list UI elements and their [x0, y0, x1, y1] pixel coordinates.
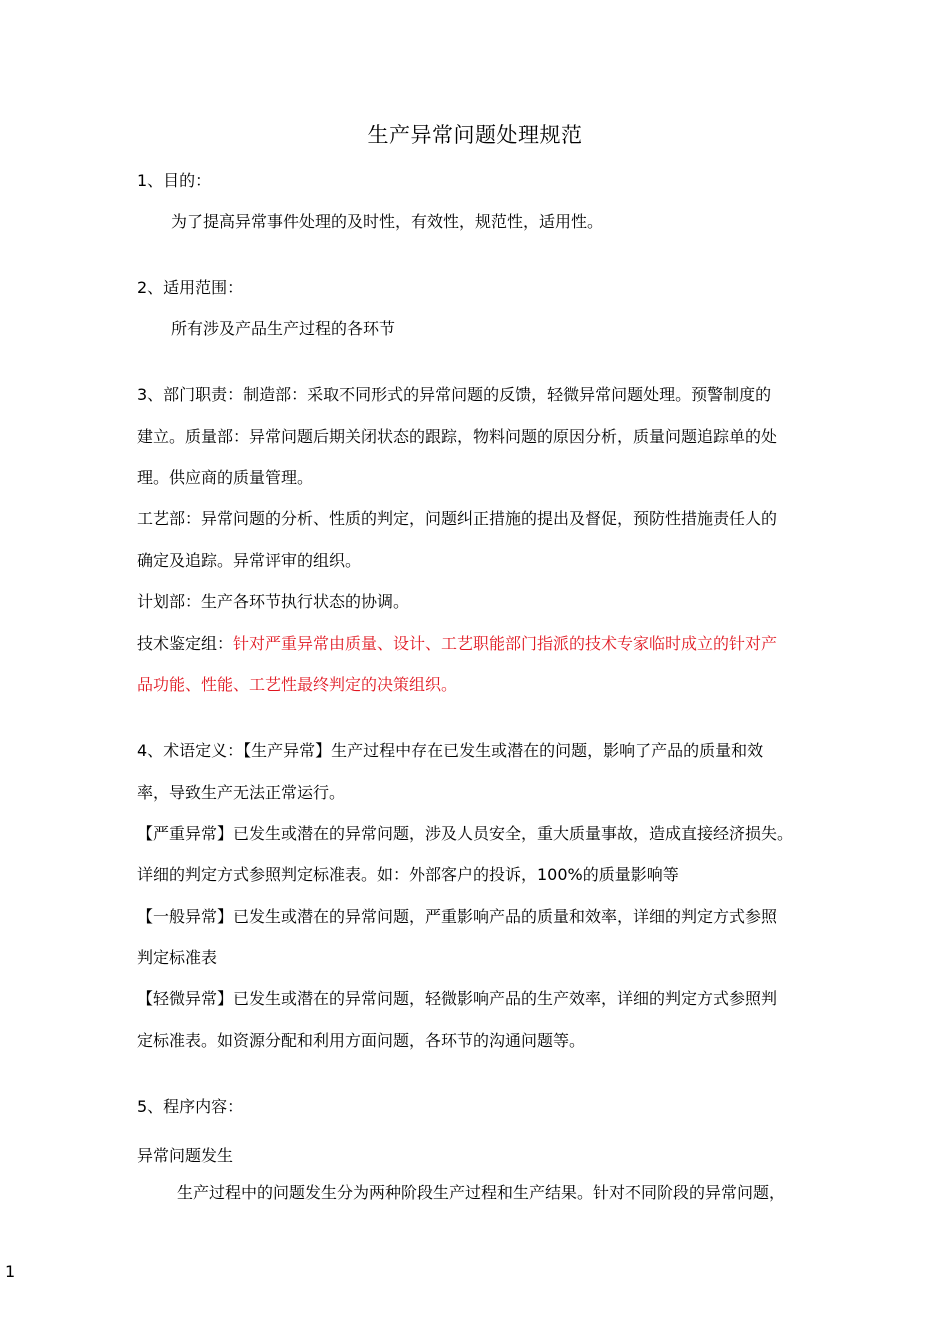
section-3-line-5: 确定及追踪。异常评审的组织。	[137, 551, 362, 570]
section-3-line-1: 3、部门职责：制造部：采取不同形式的异常问题的反馈，轻微异常问题处理。预警制度的	[137, 385, 772, 404]
page-number: 1	[5, 1262, 16, 1281]
section-3-line-6: 计划部：生产各环节执行状态的协调。	[137, 592, 410, 611]
section-4-line-6: 判定标准表	[137, 948, 218, 967]
section-3-line-7	[137, 632, 777, 656]
section-2-heading: 2、适用范围：	[137, 278, 244, 297]
section-4-line-1: 4、术语定义：【生产异常】生产过程中存在已发生或潜在的问题，影响了产品的质量和效	[137, 741, 764, 760]
section-1-heading: 1、目的：	[137, 171, 212, 190]
section-3-line-2: 建立。质量部：异常问题后期关闭状态的跟踪，物料问题的原因分析，质量问题追踪单的处	[137, 427, 778, 446]
tech-group-definition: 针对严重异常由质量、设计、工艺职能部门指派的技术专家临时成立的针对产	[233, 634, 778, 653]
section-2-body: 所有涉及产品生产过程的各环节	[171, 319, 396, 338]
tech-group-label: 技术鉴定组：	[137, 634, 234, 653]
section-4-line-7: 【轻微异常】已发生或潜在的异常问题，轻微影响产品的生产效率，详细的判定方式参照判	[137, 989, 778, 1008]
section-5-body: 生产过程中的问题发生分为两种阶段生产过程和生产结果。针对不同阶段的异常问题，	[177, 1183, 786, 1202]
section-1-body: 为了提高异常事件处理的及时性，有效性，规范性，适用性。	[171, 212, 604, 231]
section-3-line-4: 工艺部：异常问题的分析、性质的判定，问题纠正措施的提出及督促，预防性措施责任人的	[137, 509, 778, 528]
section-4-line-8: 定标准表。如资源分配和利用方面问题，各环节的沟通问题等。	[137, 1031, 586, 1050]
section-4-line-4: 详细的判定方式参照判定标准表。如：外部客户的投诉，100%的质量影响等	[137, 865, 679, 884]
section-3-line-8: 品功能、性能、工艺性最终判定的决策组织。	[137, 675, 458, 694]
section-3-line-3: 理。供应商的质量管理。	[137, 468, 314, 487]
document-title: 生产异常问题处理规范	[367, 123, 583, 147]
section-5-subheading: 异常问题发生	[137, 1146, 234, 1165]
section-5-heading: 5、程序内容：	[137, 1097, 244, 1116]
section-4-line-2: 率，导致生产无法正常运行。	[137, 783, 346, 802]
section-4-line-3: 【严重异常】已发生或潜在的异常问题，涉及人员安全，重大质量事故，造成直接经济损失。	[137, 824, 794, 843]
section-4-line-5: 【一般异常】已发生或潜在的异常问题，严重影响产品的质量和效率，详细的判定方式参照	[137, 907, 778, 926]
